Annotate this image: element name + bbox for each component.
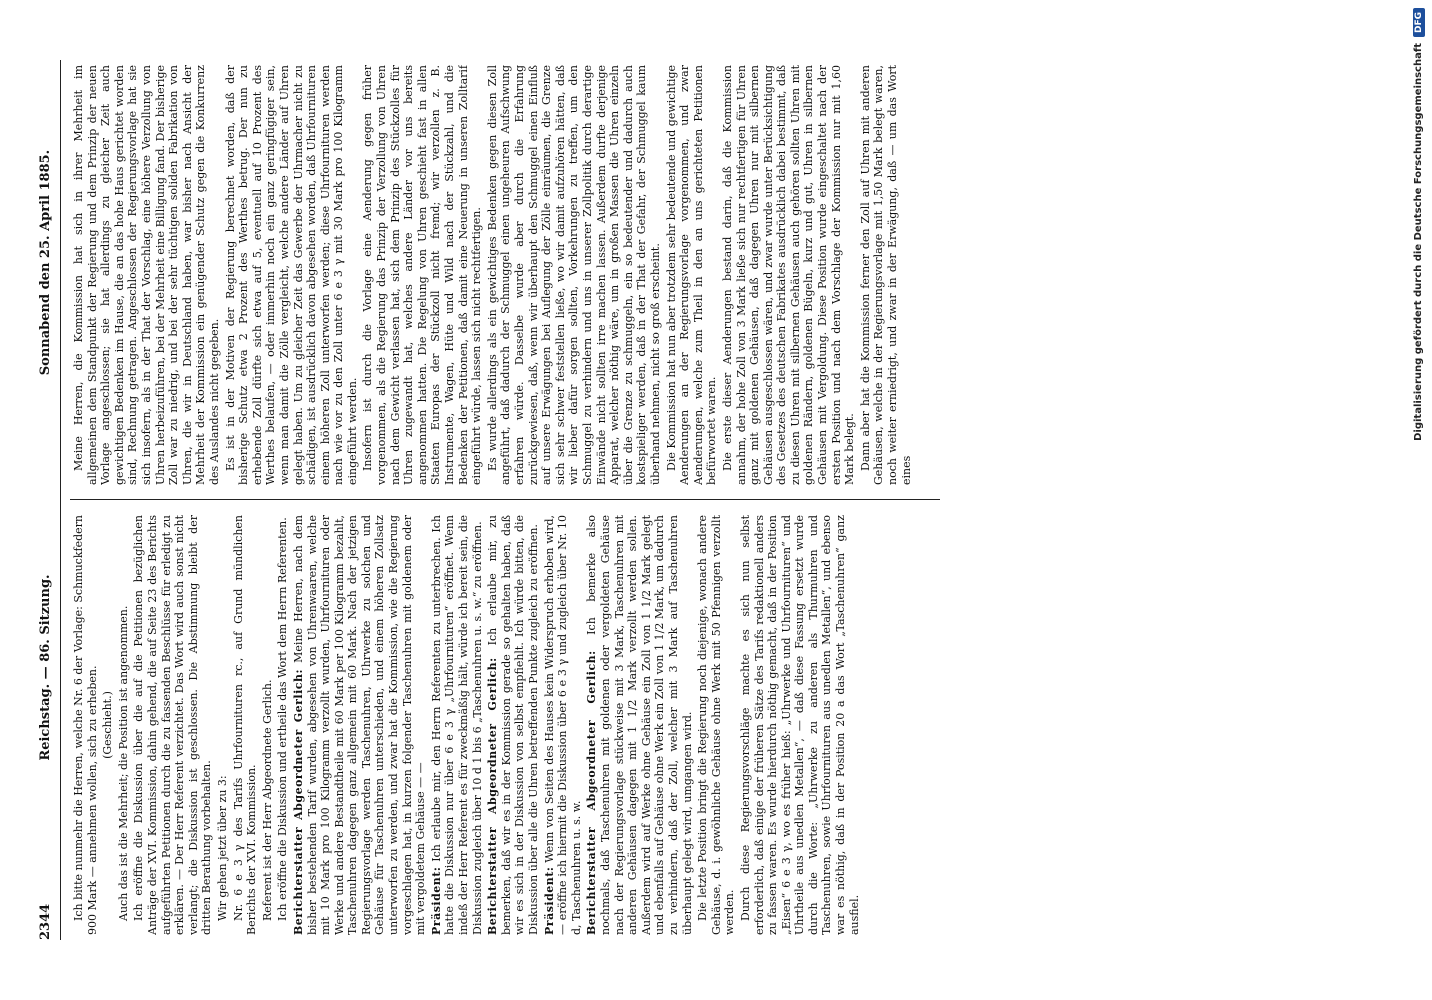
paragraph: Auch das ist die Mehrheit; die Position ist angenommen. [116,605,130,921]
paragraph [430,515,484,935]
speech-text: Wenn von Seiten des Hauses kein Widerspruch erhoben wird, — eröffne ich hiermit die Diskussion über 6 e 3 γ und zugleich über Nr. 10 d, Taschenuhren u. s. w. [542,515,583,935]
paragraph [486,515,540,935]
dfg-logo: DFG [1413,8,1425,37]
paragraph: Durch diese Regierungsvorschläge machte es sich nun selbst erforderlich, daß einige der früheren Sätze des Tarifs redaktionell anders zu fassen waren. Es wurde hierdurch nöthig gemacht, daß in der Position „Eisen“ 6 e 3 γ, wo es früher hieß: „Uhrwerke und Uhrfournituren“ und Uhrtheile aus unedlen Metallen“, — daß diese Fassung ersetzt wurde durch die Worte: „Uhrwerke zu anderen als Thurmuhren und Taschenuhren, sowie Uhrfournituren aus unedlen Metallen“, und ebenso war es nöthig, daß in der Position 20 a das Wort „Taschenuhren“ ganz ausfiel. [738,515,861,935]
paragraph [543,515,584,935]
paragraph: Die Kommission hat nun aber trotzdem sehr bedeutende und gewichtige Aenderungen an der Regierungsvorlage vorgenommen, und zwar Aenderungen, welche zum Theil in den an uns gerichteten Petitionen befürwortet waren. [664,65,719,485]
paragraph: Referent ist der Herr Abgeordnete Gerlich. [260,679,274,921]
paragraph: Die erste dieser Aenderungen bestand darin, daß die Kommission annahm, der hohe Zoll von 3 Mark ließe sich nur rechtfertigen für Uhren ganz mit goldenen Gehäusen, daß dagegen Uhren nur mit silbernen Gehäusen ausgeschlossen wären, und zwar wurde unter Berücksichtigung des Gesetzes des deutschen Fabrikates ausdrücklich dabei bestimmt, daß zu diesen Uhren mit silbernen Gehäusen auch gehören sollten Uhren mit goldenen Rändern, goldenen Bügeln, kurz und gut, Uhren in silbernen Gehäusen mit Vergoldung. Diese Position wurde eingeschaltet nach der ersten Position und nach dem Vorschlage der Kommission nur mit 1,60 Mark belegt. [720,65,857,485]
speech-text: Ich erlaube mir, den Herrn Referenten zu unterbrechen. Ich hatte die Diskussion nur über 6 e 3 γ „Uhrfournituren“ eröffnet. Wenn indeß der Herr Referent es für zweckmäßig hält, würde ich bereit sein, die Diskussion zugleich über 10 d 1 bis 6 „Taschenuhren u. s. w.“ zu eröffnen. [429,515,484,935]
paragraph: Meine Herren, die Kommission hat sich in ihrer Mehrheit im allgemeinen dem Standpunkt der Regierung und dem Prinzip der neuen Vorlage angeschlossen; sie hat allerdings zu gleicher Zeit auch gewichtigen Bedenken im Hause, die an das hohe Haus gerichtet worden sind, Rechnung getragen. Angeschlossen der Regierungsvorlage hat sie sich insofern, als in der That der Vorschlag, eine höhere Verzollung von Uhren herbeizuführen, bei der Mehrheit eine Billigung fand. Der bisherige Zoll war zu niedrig, und bei der sehr tüchtigen soliden Fabrikation von Uhren, die wir in Deutschland haben, war bisher nach Ansicht der Mehrheit der Kommission ein genügender Schutz gegen die Konkurrenz des Auslandes nicht gegeben. [72,65,221,485]
speaker-name: Präsident: [429,866,443,935]
paragraph: Ich eröffne die Diskussion über die auf die Petitionen bezüglichen Anträge der XVI. Kommission, dahin gehend, die auf Seite 23 des Berichts aufgeführten Petitionen durch die zu fassenden Beschlüsse für erledigt zu erklären. — Der Herr Referent verzichtet. Das Wort wird auch sonst nicht verlangt; die Diskussion ist geschlossen. Die Abstimmung bleibt der dritten Berathung vorbehalten. [132,515,214,935]
speech-text: Meine Herren, nach dem bisher bestehenden Tarif wurden, abgesehen von Uhrenwaaren, welche mit 10 Mark pro 100 Kilogramm verzollt wurden, Uhrfournituren oder Werke und andere Bestandtheile mit 60 Mark per 100 Kilogramm bezahlt, Taschenuhren dagegen ganz allgemein mit 60 Mark. Nach der jetzigen Regierungsvorlage werden Taschenuhren, Uhrwerke zu solchen und Gehäuse für Taschenuhren unterschieden, und einem höheren Zollsatz unterworfen zu werden, und zwar hat die Kommission, wie die Regierung vorgeschlagen hat, in kurzen folgender Taschenuhren mit goldenem oder mit vergoldetem Gehäuse — — [291,515,428,935]
page-header [38,60,58,940]
speech-text: Ich bemerke also nochmals, daß Taschenuhren mit goldenen oder vergoldeten Gehäuse nach der Regierungsvorlage stückweise mit 3 Mark, Taschenuhren mit anderen Gehäusen dagegen mit 1 1/2 Mark verzollt werden sollen. Außerdem wird auf Werke ohne Gehäuse ein Zoll von 1 1/2 Mark gelegt und ebenfalls auf Gehäuse ohne Werk ein Zoll von 1 1/2 Mark, um dadurch zu verhindern, daß der Zoll, welcher mit 3 Mark auf Taschenuhren überhaupt gelegt wird, umgangen wird. [585,515,694,935]
paragraph: Dann aber hat die Kommission ferner den Zoll auf Uhren mit anderen Gehäusen, welche in der Regierungsvorlage mit 1,50 Mark belegt waren, noch weiter erniedrigt, und zwar in der Erwägung, daß — um das Wort eines [858,65,913,485]
speaker-name: Präsident: [542,866,556,935]
digitization-credit [1405,0,1432,1000]
text-column-right [72,65,932,485]
header-session: Reichstag. — 86. Sitzung. [38,574,53,761]
paragraph [585,515,694,935]
header-date: Sonnabend den 25. April 1885. [38,149,53,376]
speech-text: Ich erlaube mir, zu bemerken, daß wir es in der Kommission gerade so gehalten haben, daß wir es sich in der Diskussion von selbst empfiehlt. Ich würde bitten, die Diskussion über alle die Uhren betreffenden Punkte zugleich zu eröffnen. [486,515,540,935]
speaker-name: Berichterstatter Abgeordneter Gerlich: [486,657,500,935]
paragraph: Es wurde allerdings als ein gewichtiges Bedenken gegen diesen Zoll angeführt, daß dadurch der Schmuggel einen ungeheuren Aufschwung erfahren würde. Dasselbe wurde aber durch die Erfahrung zurückgewiesen, daß, wenn wir überhaupt den Schmuggel einen Einfluß auf unsere Erwägungen bei Auflegung der Zölle einräumen, die Grenze sich sehr schwer feststellen ließe, wo wir damit aufzuhören hätten, daß wir lieber dafür sorgen sollten, Vorkehrungen zu treffen, um den Schmuggel zu verhindern und uns in unserer Zollpolitik durch derartige Einwände nicht sollten irre machen lassen. Außerdem durfte derjenige Apparat, welcher nöthig wäre, um in großen Massen die Uhren einzeln über die Grenze zu schmuggeln, ein so bedeutender und dadurch auch kostspieliger werden, daß in der That der Gefahr, der Schmuggel kaum überhand nehmen, nicht so groß erscheint. [485,65,662,485]
page-number: 2344 [38,903,53,940]
text-column-left [72,515,932,935]
column-divider [70,499,940,500]
paragraph: Ich bitte nunmehr die Herren, welche Nr. 6 der Vorlage: Schmuckfedern 900 Mark — annehmen wollen, sich zu erheben. [72,515,99,935]
paragraph: Ich eröffne die Diskussion und ertheile das Wort dem Herrn Referenten. [276,517,290,921]
paragraph: (Geschieht.) [101,691,115,759]
speaker-name: Berichterstatter Abgeordneter Gerlich: [291,668,305,935]
paragraph: Es ist in der Motiven der Regierung berechnet worden, daß der bisherige Schutz etwa 2 Prozent des Werthes betrug. Der nun zu erhebende Zoll dürfte sich etwa auf 5, eventuell auf 10 Prozent des Werthes belaufen, — oder immerhin noch ein ganz geringfügiger sein, wenn man damit die Zölle vergleicht, welche andere Länder auf Uhren gelegt haben. Um zu gleicher Zeit das Gewerbe der Uhrmacher nicht zu schädigen, ist ausdrücklich davon abgesehen worden, daß Uhrfournituren einem höheren Zoll unterworfen werden; diese Uhrfournituren werden nach wie vor zu den Zoll unter 6 e 3 γ mit 30 Mark pro 100 Kilogramm eingeführt werden. [223,65,359,485]
paragraph: Wir gehen jetzt über zu 3: [215,775,229,921]
paragraph: Nr. 6 e 3 γ des Tarifs Uhrfournituren rc., auf Grund mündlichen Berichts der XVI. Kommission. [231,515,259,935]
header-rule [60,60,61,940]
credit-text: Digitalisierung gefördert durch die Deutsche Forschungsgemeinschaft [1413,43,1424,441]
speaker-name: Berichterstatter Abgeordneter Gerlich: [585,650,599,935]
paragraph [292,515,428,935]
paragraph: Die letzte Position bringt die Regierung noch diejenige, wonach andere Gehäuse, d. i. gewöhnliche Gehäuse ohne Werk mit 50 Pfennigen verzollt werden. [696,515,737,935]
paragraph: Insofern ist durch die Vorlage eine Aenderung gegen früher vorgenommen, als die Regierung das Prinzip der Verzollung von Uhren nach dem Gewicht verlassen hat, sich dem Prinzip des Stückzolles für Uhren zugewandt hat, welches andere Länder vor uns bereits angenommen hatten. Die Regelung von Uhren geschieht fast in allen Staaten Europas der Stückzoll nicht fremd; wir verzollen z. B. Instrumente, Wagen, Hüte und Wild nach der Stückzahl, und die Bedenken der Petitionen, daß damit eine Neuerung in unseren Zolltarif eingeführt würde, lassen sich nicht rechtfertigen. [361,65,484,485]
